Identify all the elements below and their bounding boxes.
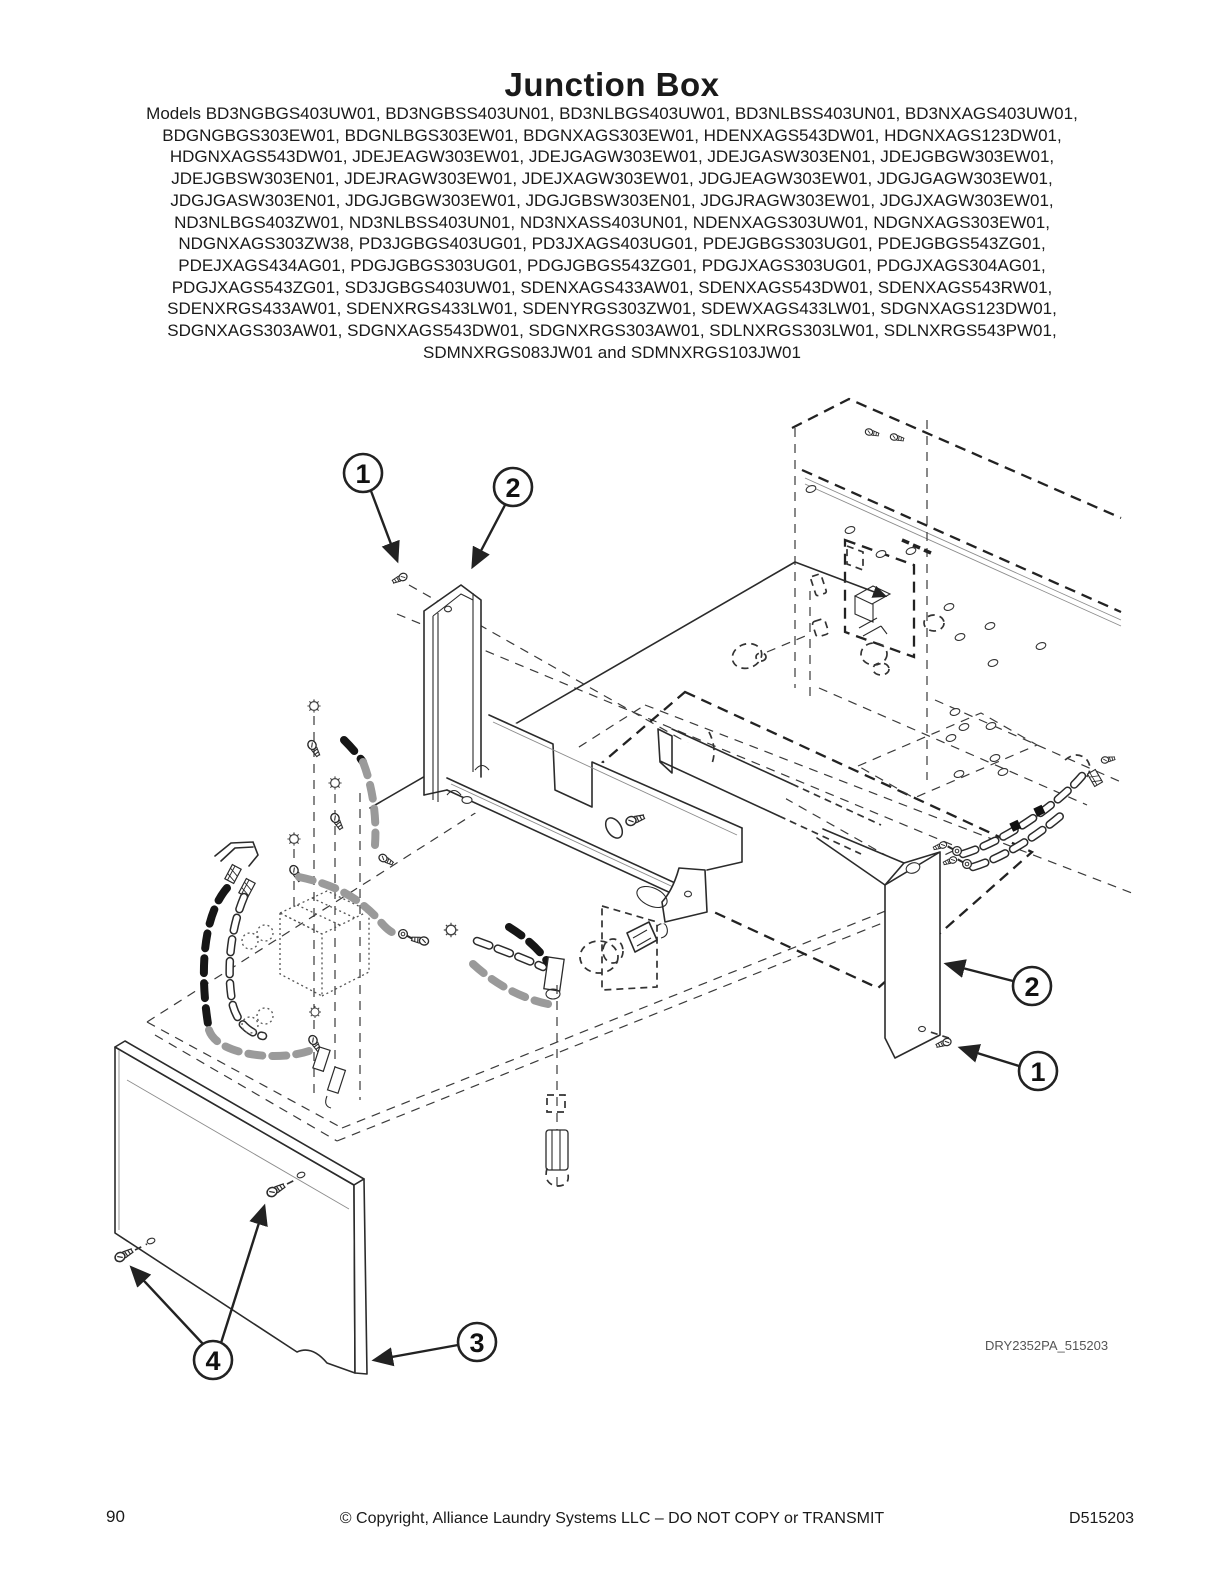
model-list-line: BDGNGBGS303EW01, BDGNLBGS303EW01, BDGNXAGS303EW01, HDENXAGS543DW01, HDGNXAGS123DW01, (162, 125, 1062, 145)
model-list-line: SDENXRGS433AW01, SDENXRGS433LW01, SDENYRGS303ZW01, SDEWXAGS433LW01, SDGNXAGS123DW01, (167, 299, 1057, 319)
model-list-line: JDEJGBSW303EN01, JDEJRAGW303EW01, JDEJXAGW303EW01, JDGJEAGW303EW01, JDGJGAGW303EW01, (171, 169, 1053, 189)
terminal-block-dotted (280, 891, 369, 996)
screw-1a (391, 572, 408, 585)
model-list-line: HDGNXAGS543DW01, JDEJEAGW303EW01, JDEJGAGW303EW01, JDEJGASW303EN01, JDEJGBGW303EW01, (169, 147, 1055, 167)
model-list-line: PDGJXAGS543ZG01, SD3JGBGS403UW01, SDENXAGS433AW01, SDENXAGS543DW01, SDENXAGS543RW01, (171, 277, 1053, 297)
model-list-line: ND3NLBGS403ZW01, ND3NLBSS403UN01, ND3NXASS403UN01, NDENXAGS303UW01, NDGNXAGS303EW01, (174, 212, 1050, 232)
svg-text:4: 4 (205, 1346, 221, 1376)
model-list (62, 103, 1162, 363)
rear-panel-dashed (729, 399, 1121, 780)
figure-id: DRY2352PA_515203 (985, 1338, 1109, 1353)
svg-text:2: 2 (505, 473, 521, 503)
bracket-right-arm (817, 829, 952, 1058)
wire-harness-center (299, 877, 667, 1005)
svg-text:3: 3 (469, 1328, 485, 1358)
callout-2-right (947, 964, 1051, 1005)
callout-2-top (473, 468, 532, 566)
model-list-line: SDMNXRGS083JW01 and SDMNXRGS103JW01 (423, 342, 801, 362)
page-title: Junction Box (504, 66, 720, 103)
model-list-line: Models BD3NGBGS403UW01, BD3NGBSS403UN01, BD3NLBGS403UW01, BD3NLBSS403UN01, BD3NXAGS403UW01, (146, 104, 1078, 123)
page-number: 90 (106, 1507, 125, 1526)
model-list-line: SDGNXAGS303AW01, SDGNXAGS543DW01, SDGNXRGS303AW01, SDLNXRGS303LW01, SDLNXRGS543PW01, (167, 321, 1057, 341)
junction-box-diagram (87, 380, 1137, 1410)
exploded-diagram (87, 380, 1137, 1410)
callout-3 (375, 1323, 496, 1361)
copyright-notice: © Copyright, Alliance Laundry Systems LLC – DO NOT COPY or TRANSMIT (339, 1510, 885, 1527)
model-list-line: JDGJGASW303EN01, JDGJGBGW303EW01, JDGJGBSW303EN01, JDGJRAGW303EW01, JDGJXAGW303EW01, (170, 190, 1054, 210)
callout-1-top (344, 454, 397, 560)
svg-text:1: 1 (1030, 1057, 1046, 1087)
model-list-line: PDEJXAGS434AG01, PDGJGBGS303UG01, PDGJGBGS543ZG01, PDGJXAGS303UG01, PDGJXAGS304AG01, (178, 255, 1046, 275)
pendant-connector (546, 985, 568, 1190)
document-number: D515203 (1069, 1510, 1134, 1527)
screw-1b (935, 1037, 952, 1049)
callout-1-right (961, 1048, 1057, 1090)
svg-text:2: 2 (1024, 972, 1040, 1002)
model-list-line: NDGNXAGS303ZW38, PD3JGBGS403UG01, PD3JXAGS403UG01, PDEJGBGS303UG01, PDEJGBGS543ZG01, (178, 234, 1046, 254)
svg-text:1: 1 (355, 459, 371, 489)
